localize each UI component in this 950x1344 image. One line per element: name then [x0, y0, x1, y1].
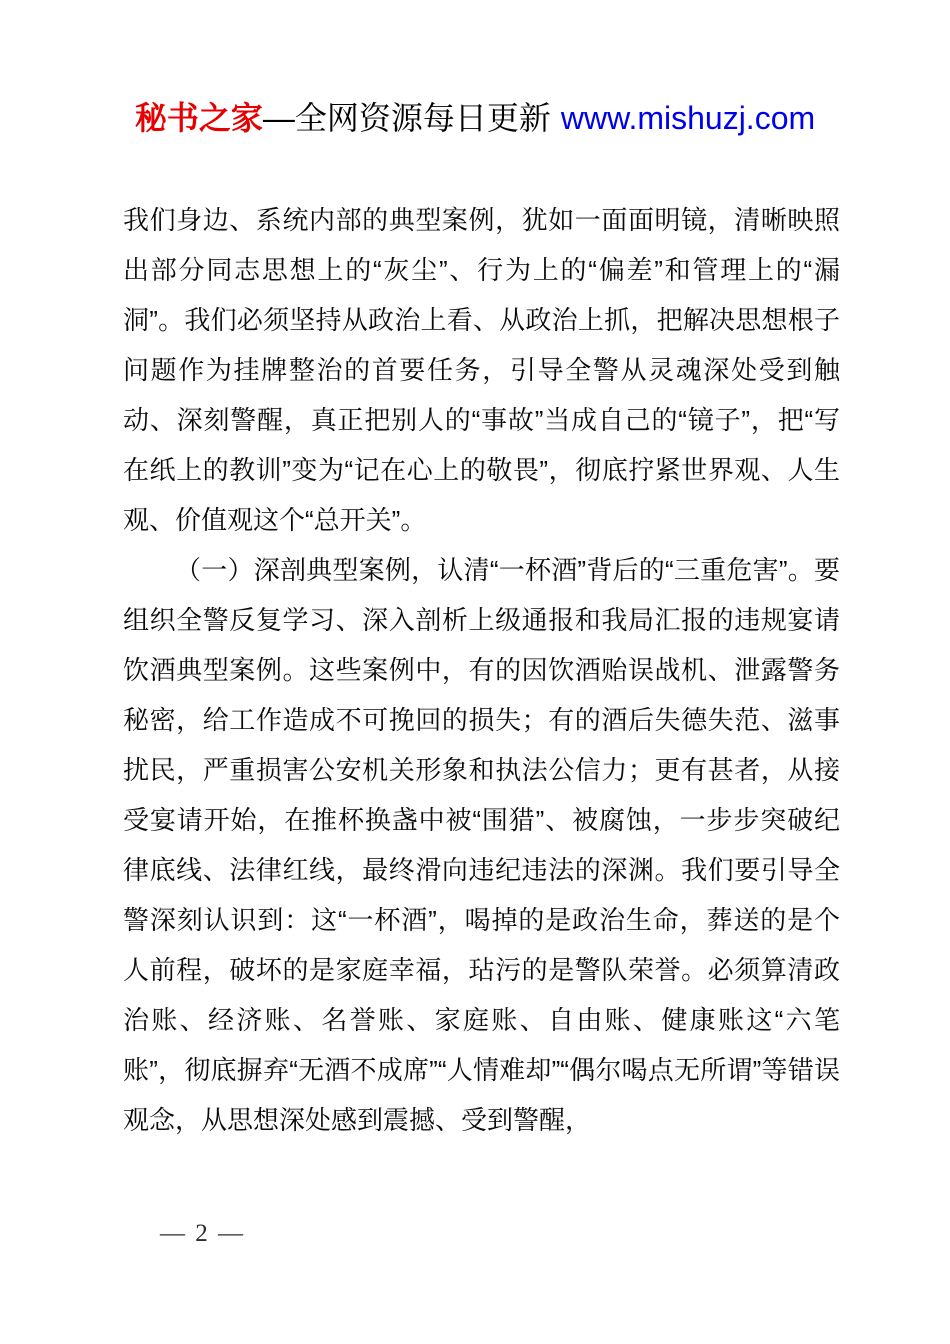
page-header [0, 98, 950, 138]
document-body [123, 195, 840, 1145]
site-url: www.mishuzj.com [560, 100, 816, 136]
paragraph-continuation: 我们身边、系统内部的典型案例，犹如一面面明镜，清晰映照出部分同志思想上的“灰尘”、行为上的“偏差”和管理上的“漏洞”。我们必须坚持从政治上看、从政治上抓，把解决思想根子问题作为挂牌整治的首要任务，引导全警从灵魂深处受到触动、深刻警醒，真正把别人的“事故”当成自己的“镜子”，把“写在纸上的教训”变为“记在心上的敬畏”，彻底拧紧世界观、人生观、价值观这个“总开关”。 [123, 205, 840, 535]
header-tagline: —全网资源每日更新 [262, 100, 551, 136]
page-number: — 2 — [160, 1220, 245, 1247]
site-name: 秘书之家 [134, 100, 263, 136]
paragraph-section-one: （一）深剖典型案例，认清“一杯酒”背后的“三重危害”。要组织全警反复学习、深入剖析上级通报和我局汇报的违规宴请饮酒典型案例。这些案例中，有的因饮酒贻误战机、泄露警务秘密，给工作造成不可挽回的损失；有的酒后失德失范、滋事扰民，严重损害公安机关形象和执法公信力；更有甚者，从接受宴请开始，在推杯换盏中被“围猎”、被腐蚀，一步步突破纪律底线、法律红线，最终滑向违纪违法的深渊。我们要引导全警深刻认识到：这“一杯酒”，喝掉的是政治生命，葬送的是个人前程，破坏的是家庭幸福，玷污的是警队荣誉。必须算清政治账、经济账、名誉账、家庭账、自由账、健康账这“六笔账”，彻底摒弃“无酒不成席”“人情难却”“偶尔喝点无所谓”等错误观念，从思想深处感到震撼、受到警醒， [123, 555, 840, 1135]
